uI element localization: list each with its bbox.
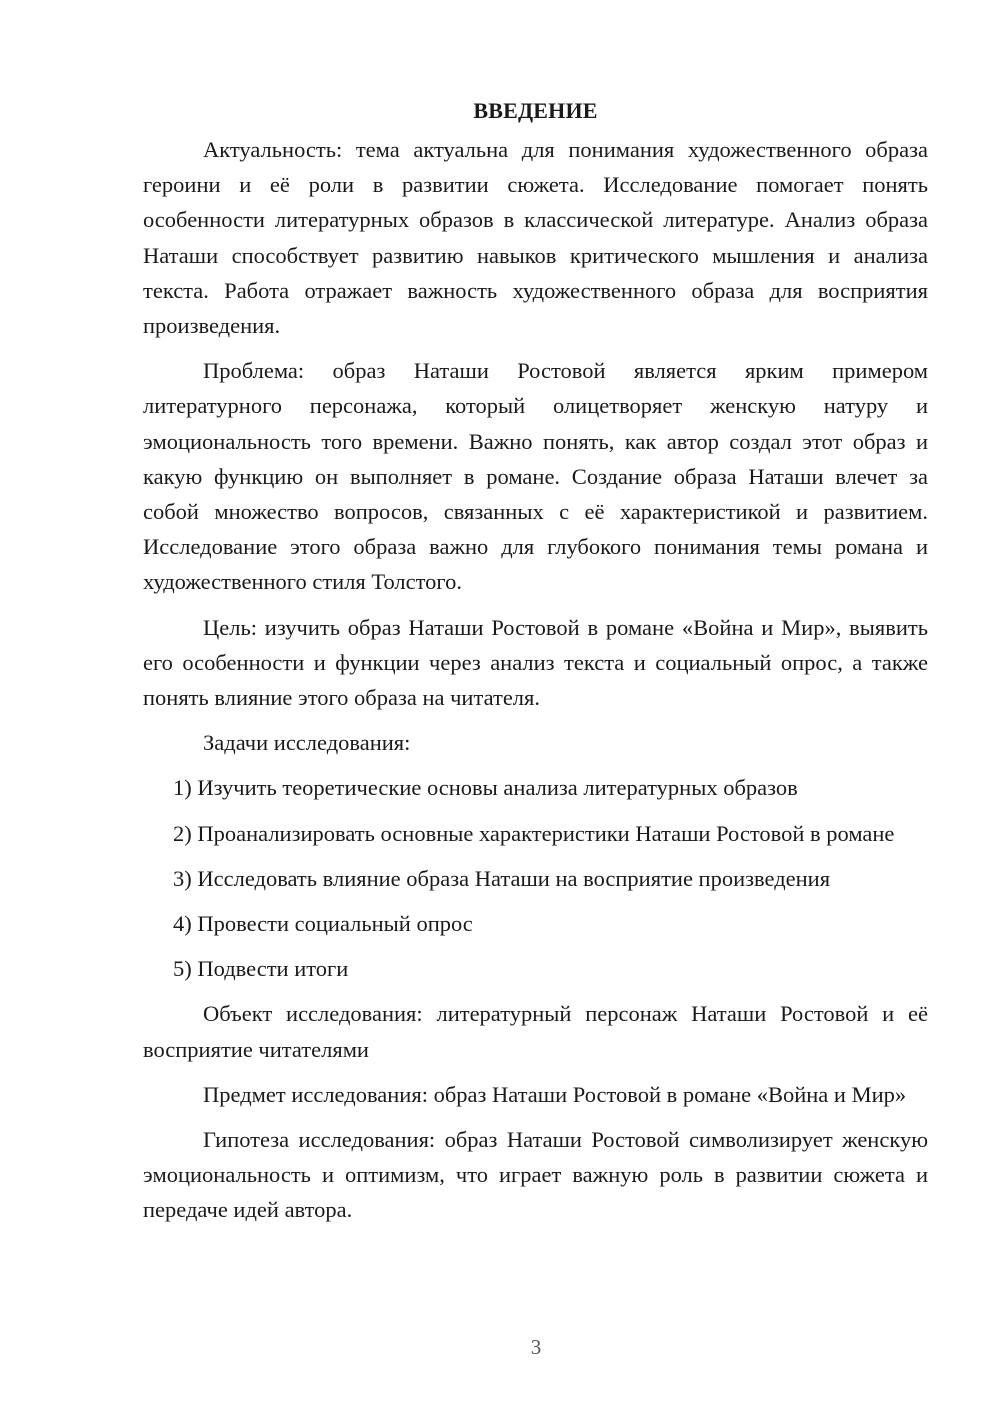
- list-item: 3) Исследовать влияние образа Наташи на восприятие произведения: [173, 865, 831, 891]
- goal-paragraph: Цель: изучить образ Наташи Ростовой в романе «Война и Мир», выявить его особенности и функции через анализ текста и социальный опрос, а также понять влияние этого образа на читателя.: [143, 614, 928, 711]
- subject-paragraph: Предмет исследования: образ Наташи Ростовой в романе «Война и Мир»: [203, 1081, 907, 1107]
- tasks-list: [143, 770, 928, 986]
- page-title: ВВЕДЕНИЕ: [473, 98, 598, 123]
- hypothesis-paragraph: Гипотеза исследования: образ Наташи Ростовой символизирует женскую эмоциональность и оптимизм, что играет важную роль в развитии сюжета и передаче идей автора.: [143, 1127, 928, 1223]
- list-item: 4) Провести социальный опрос: [173, 911, 473, 937]
- list-item: 1) Изучить теоретические основы анализа литературных образов: [173, 775, 798, 801]
- object-paragraph: Объект исследования: литературный персонаж Наташи Ростовой и её восприятие читателями: [143, 1001, 928, 1062]
- list-item: 2) Проанализировать основные характеристики Наташи Ростовой в романе: [173, 820, 895, 846]
- page-number: 3: [530, 1335, 542, 1359]
- relevance-paragraph: Актуальность: тема актуальна для понимания художественного образа героини и её роли в развитии сюжета. Исследование помогает понять особенности литературных образов в классической литературе. Анализ образа Наташи способствует развитию навыков критического мышления и анализа текста. Работа отражает важность художественного образа для восприятия произведения.: [143, 137, 928, 339]
- document-page: [143, 96, 928, 1228]
- tasks-heading: Задачи исследования:: [203, 730, 411, 756]
- problem-paragraph: Проблема: образ Наташи Ростовой является ярким примером литературного персонажа, который олицетворяет женскую натуру и эмоциональность того времени. Важно понять, как автор создал этот образ и какую функцию он выполняет в романе. Создание образа Наташи влечет за собой множество вопросов, связанных с её характеристикой и развитием. Исследование этого образа важно для глубокого понимания темы романа и художественного стиля Толстого.: [143, 358, 928, 595]
- list-item: 5) Подвести итоги: [173, 956, 349, 982]
